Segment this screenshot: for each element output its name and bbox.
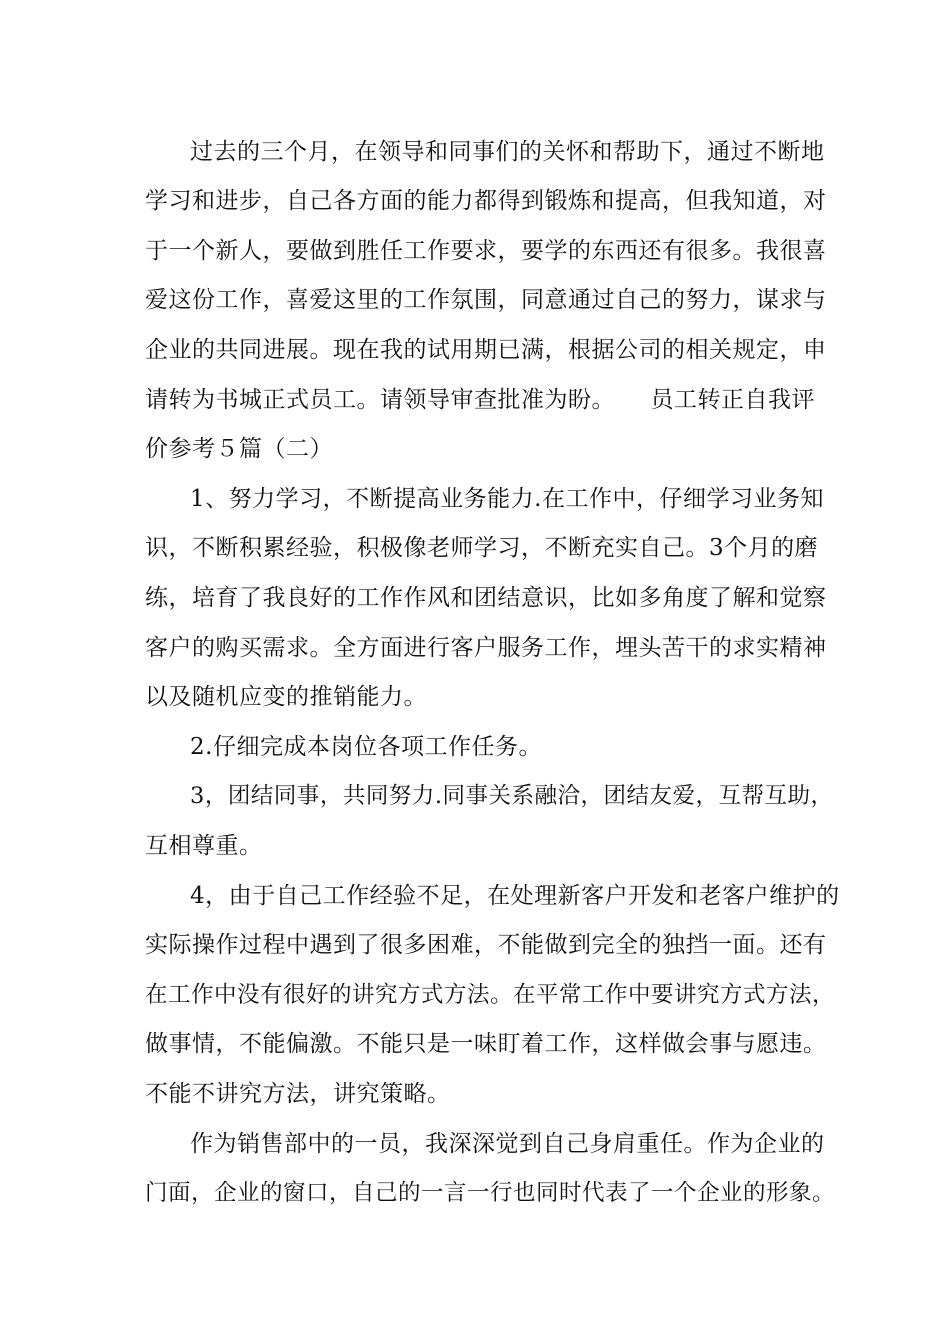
text-line: 不能不讲究方法，讲究策略。 [145, 1081, 451, 1107]
text-line: 学习和进步，自己各方面的能力都得到锻炼和提高，但我知道，对 [145, 188, 827, 214]
text-line: 门面，企业的窗口，自己的一言一行也同时代表了一个企业的形象。 [145, 1180, 836, 1206]
text-line: 请转为书城正式员工。请领导审查批准为盼。 员工转正自我评 [145, 387, 815, 413]
text-line: 价参考５篇（二） [145, 436, 333, 462]
text-line: 作为销售部中的一员，我深深觉到自己身肩重任。作为企业的 [190, 1131, 825, 1157]
text-line: 互相尊重。 [145, 833, 263, 859]
text-line: 2.仔细完成本岗位各项工作任务。 [190, 734, 542, 760]
text-line: 爱这份工作，喜爱这里的工作氛围，同意通过自己的努力，谋求与 [145, 287, 827, 313]
text-line: 练，培育了我良好的工作作风和团结意识，比如多角度了解和觉察 [145, 585, 827, 611]
text-line: 过去的三个月，在领导和同事们的关怀和帮助下，通过不断地 [190, 139, 825, 165]
text-line: 企业的共同进展。现在我的试用期已满，根据公司的相关规定，申 [145, 337, 827, 363]
text-line: 3，团结同事，共同努力.同事关系融洽，团结友爱，互帮互助， [190, 783, 834, 809]
text-line: 在工作中没有很好的讲究方式方法。在平常工作中要讲究方式方法， [145, 982, 836, 1008]
text-line: 实际操作过程中遇到了很多困难，不能做到完全的独挡一面。还有 [145, 932, 827, 958]
text-line: 识，不断积累经验，积极像老师学习，不断充实自己。3个月的磨 [145, 535, 819, 561]
text-line: 客户的购买需求。全方面进行客户服务工作，埋头苦干的求实精神 [145, 635, 827, 661]
text-line: 以及随机应变的推销能力。 [145, 684, 427, 710]
text-line: 于一个新人，要做到胜任工作要求，要学的东西还有很多。我很喜 [145, 238, 827, 264]
text-line: 4，由于自己工作经验不足，在处理新客户开发和老客户维护的 [190, 883, 840, 909]
text-line: 1、努力学习，不断提高业务能力.在工作中，仔细学习业务知 [190, 486, 824, 512]
text-line: 做事情，不能偏激。不能只是一味盯着工作，这样做会事与愿违。 [145, 1031, 827, 1057]
